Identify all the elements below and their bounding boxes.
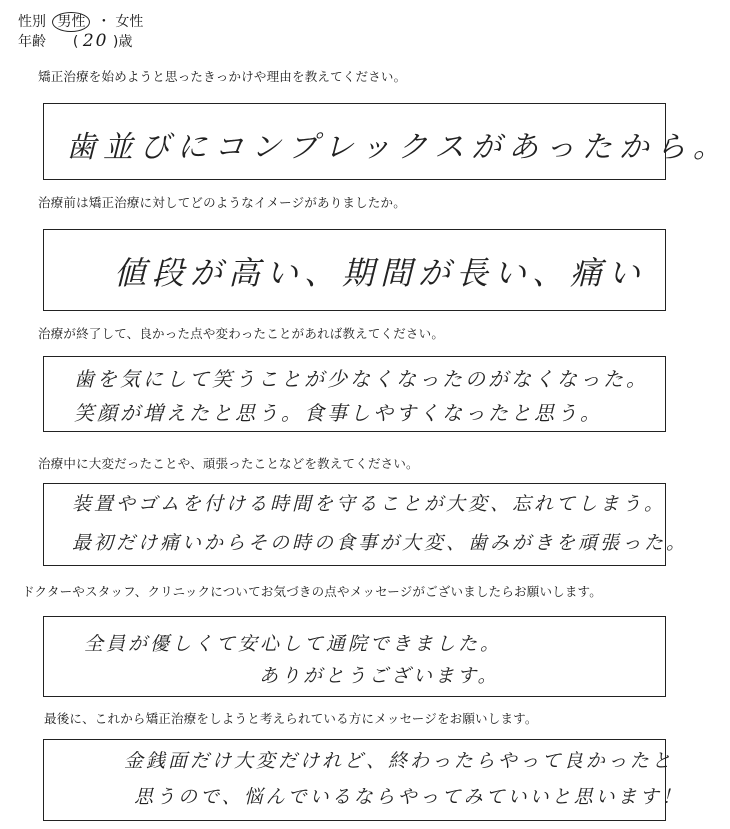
gender-male-option[interactable]: 男性 bbox=[52, 12, 90, 32]
age-label: 年齢 bbox=[18, 34, 46, 50]
gender-female-option[interactable]: 女性 bbox=[115, 14, 144, 30]
answer-3-line-1: 歯を気にして笑うことが少なくなったのがなくなった。 bbox=[74, 367, 649, 391]
question-1: 矯正治療を始めようと思ったきっかけや理由を教えてください。 bbox=[38, 69, 407, 84]
answer-box-1[interactable] bbox=[43, 103, 730, 180]
answer-box-4[interactable] bbox=[43, 483, 689, 566]
answer-2-line-1: 値段が高い、期間が長い、痛い bbox=[114, 254, 647, 292]
age-value[interactable]: 20 bbox=[82, 31, 109, 51]
answer-3-line-2: 笑顔が増えたと思う。食事しやすくなったと思う。 bbox=[74, 401, 603, 425]
answer-6-line-1: 金銭面だけ大変だけれど、終わったらやって良かったと bbox=[124, 750, 674, 772]
answer-4-line-1: 装置やゴムを付ける時間を守ることが大変、忘れてしまう。 bbox=[72, 493, 667, 515]
age-open-paren: ( bbox=[72, 34, 79, 50]
answer-box-6[interactable] bbox=[43, 739, 684, 821]
answer-5-line-1: 全員が優しくて安心して通院できました。 bbox=[84, 633, 503, 655]
age-row bbox=[18, 32, 132, 51]
gender-label: 性別 bbox=[18, 14, 46, 30]
age-unit: )歳 bbox=[112, 34, 133, 50]
answer-1-line-1: 歯並びにコンプレックスがあったから。 bbox=[66, 130, 730, 165]
answer-4-line-2: 最初だけ痛いからその時の食事が大変、歯みがきを頑張った。 bbox=[72, 532, 689, 554]
gender-row bbox=[18, 12, 143, 32]
question-2: 治療前は矯正治療に対してどのようなイメージがありましたか。 bbox=[38, 195, 406, 210]
answer-5-line-2: ありがとうございます。 bbox=[259, 665, 500, 687]
answer-box-3[interactable] bbox=[43, 356, 666, 432]
question-3: 治療が終了して、良かった点や変わったことがあれば教えてください。 bbox=[38, 326, 445, 341]
gender-separator: ・ bbox=[96, 14, 111, 30]
answer-box-5[interactable] bbox=[43, 616, 666, 697]
question-6: 最後に、これから矯正治療をしようと考えられている方にメッセージをお願いします。 bbox=[44, 711, 538, 726]
question-4: 治療中に大変だったことや、頑張ったことなどを教えてください。 bbox=[38, 456, 419, 471]
answer-6-line-2: 思うので、悩んでいるならやってみていいと思います！ bbox=[134, 786, 684, 808]
question-5: ドクターやスタッフ、クリニックについてお気づきの点やメッセージがございましたらお願いします。 bbox=[22, 584, 602, 599]
answer-box-2[interactable] bbox=[43, 229, 666, 311]
